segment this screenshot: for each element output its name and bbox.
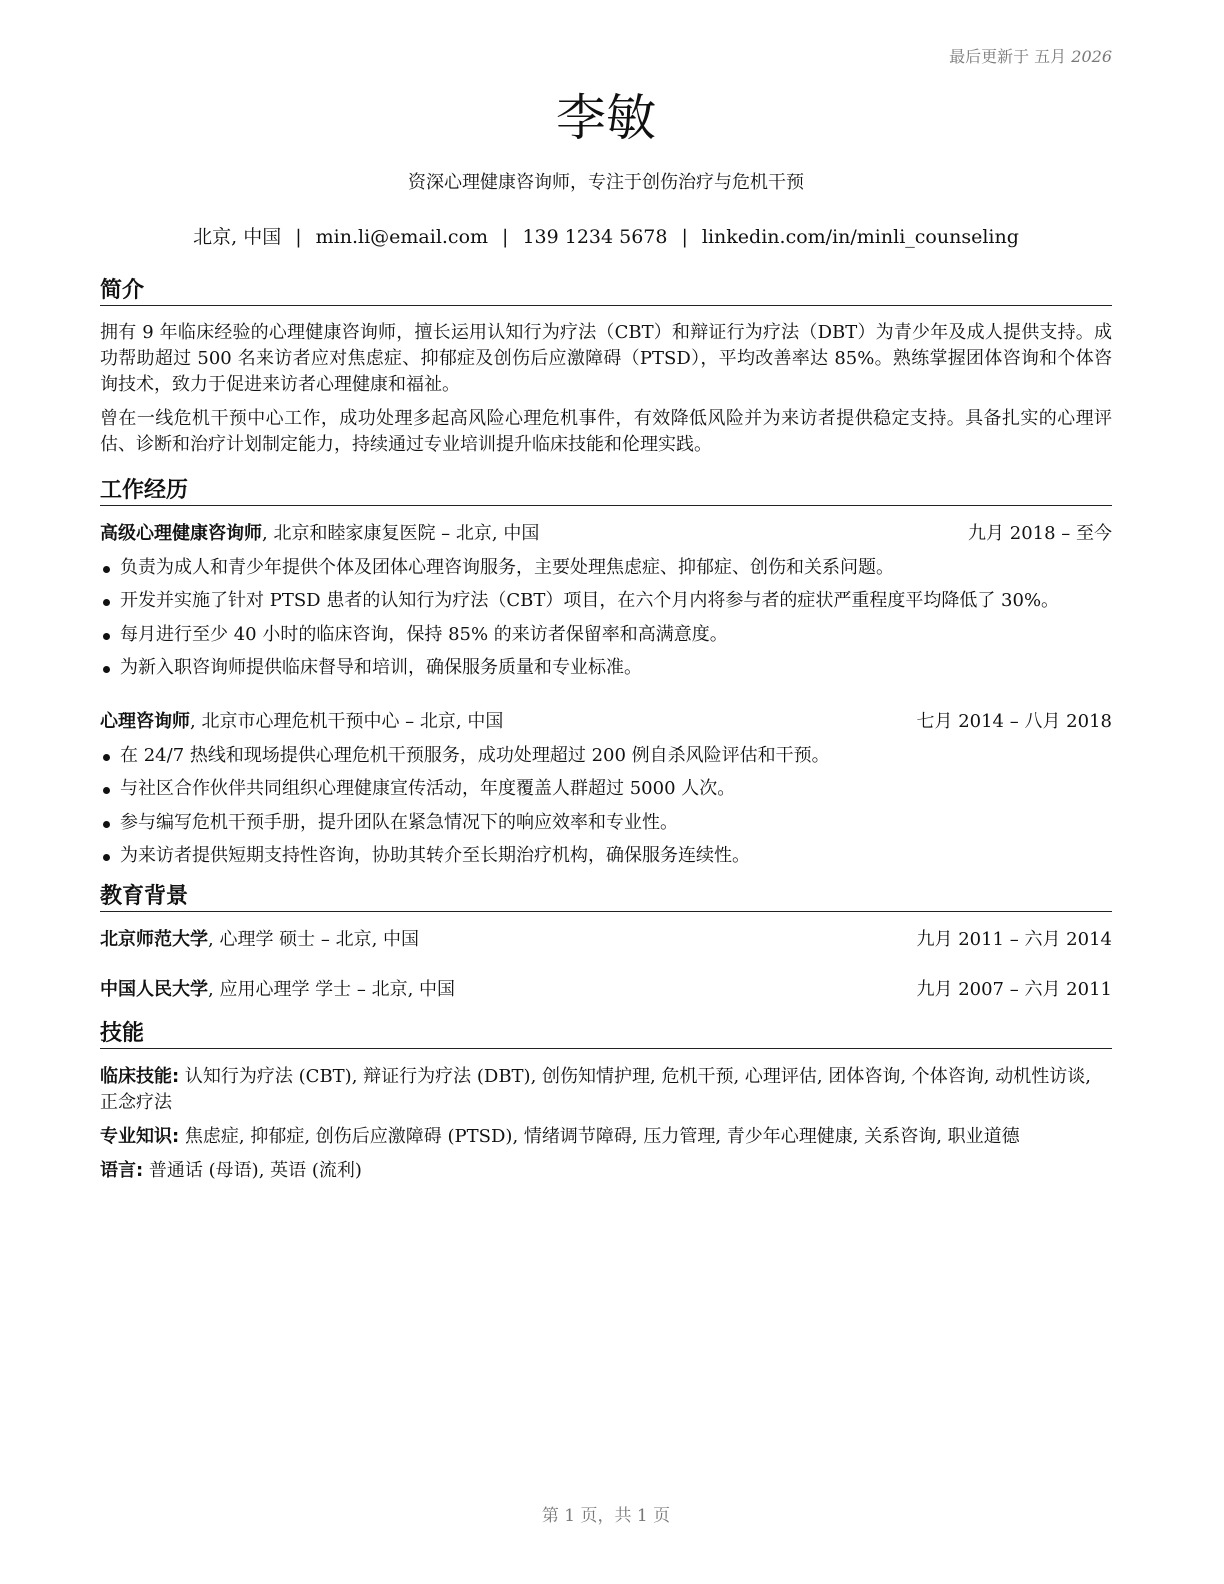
skill-line — [100, 1064, 1112, 1116]
job-bullets — [100, 555, 1112, 682]
experience-section — [100, 477, 1112, 869]
job-entry — [100, 709, 1112, 869]
skill-line — [100, 1124, 1112, 1150]
skill-value: 普通话 (母语), 英语 (流利) — [143, 1160, 362, 1181]
resume-page — [100, 0, 1112, 1584]
section-title-education: 教育背景 — [100, 883, 1112, 912]
education-section — [100, 883, 1112, 1003]
candidate-name: 李敏 — [556, 89, 656, 147]
skill-label: 临床技能: — [100, 1066, 180, 1087]
job-role: 心理咨询师 — [100, 711, 190, 732]
education-entry — [100, 927, 1112, 953]
school-name: 北京师范大学 — [100, 929, 208, 950]
bullet-item: 为来访者提供短期支持性咨询，协助其转介至长期治疗机构，确保服务连续性。 — [100, 843, 1112, 869]
page-footer: 第 1 页，共 1 页 — [541, 1506, 671, 1526]
contact-line — [100, 224, 1112, 250]
job-header — [100, 521, 1112, 547]
summary-paragraph: 拥有 9 年临床经验的心理健康咨询师，擅长运用认知行为疗法（CBT）和辩证行为疗法（DBT）为青少年及成人提供支持。成功帮助超过 500 名来访者应对焦虑症、抑郁症及创伤后应激障碍（PTSD），平均改善率达 85%。熟练掌握团体咨询和个体咨询技术，致力于促进来访者心理健康和福祉。 — [100, 322, 1112, 395]
skill-line — [100, 1158, 1112, 1184]
skill-value: 认知行为疗法 (CBT), 辩证行为疗法 (DBT), 创伤知情护理, 危机干预, 心理评估, 团体咨询, 个体咨询, 动机性访谈, 正念疗法 — [100, 1066, 1091, 1113]
contact-email[interactable]: min.li@email.com — [315, 226, 489, 248]
education-entry — [100, 977, 1112, 1003]
contact-location: 北京, 中国 — [193, 226, 282, 248]
job-bullets — [100, 743, 1112, 870]
contact-linkedin[interactable]: linkedin.com/in/minli_counseling — [701, 226, 1019, 248]
skill-label: 专业知识: — [100, 1126, 180, 1147]
school-name: 中国人民大学 — [100, 979, 208, 1000]
bullet-item: 开发并实施了针对 PTSD 患者的认知行为疗法（CBT）项目，在六个月内将参与者的症状严重程度平均降低了 30%。 — [100, 588, 1112, 614]
bullet-item: 与社区合作伙伴共同组织心理健康宣传活动，年度覆盖人群超过 5000 人次。 — [100, 776, 1112, 802]
degree-detail: , 应用心理学 学士 – 北京, 中国 — [208, 979, 456, 1000]
skill-label: 语言: — [100, 1160, 144, 1181]
degree-detail: , 心理学 硕士 – 北京, 中国 — [208, 929, 420, 950]
job-dates: 九月 2018 – 至今 — [968, 523, 1112, 544]
job-role: 高级心理健康咨询师 — [100, 523, 262, 544]
bullet-item: 每月进行至少 40 小时的临床咨询，保持 85% 的来访者保留率和高满意度。 — [100, 622, 1112, 648]
section-title-skills: 技能 — [100, 1020, 1112, 1049]
bullet-item: 参与编写危机干预手册，提升团队在紧急情况下的响应效率和专业性。 — [100, 810, 1112, 836]
job-org: , 北京市心理危机干预中心 – 北京, 中国 — [190, 711, 504, 732]
education-dates: 九月 2007 – 六月 2011 — [916, 979, 1112, 1000]
job-entry — [100, 521, 1112, 681]
summary-section — [100, 277, 1112, 458]
summary-paragraph: 曾在一线危机干预中心工作，成功处理多起高风险心理危机事件，有效降低风险并为来访者提供稳定支持。具备扎实的心理评估、诊断和治疗计划制定能力，持续通过专业培训提升临床技能和伦理实践。 — [100, 408, 1112, 455]
candidate-tagline: 资深心理健康咨询师，专注于创伤治疗与危机干预 — [408, 172, 804, 193]
contact-separator: | — [681, 226, 688, 248]
bullet-item: 负责为成人和青少年提供个体及团体心理咨询服务，主要处理焦虑症、抑郁症、创伤和关系问题。 — [100, 555, 1112, 581]
last-updated — [949, 44, 1112, 67]
bullet-item: 为新入职咨询师提供临床督导和培训，确保服务质量和专业标准。 — [100, 655, 1112, 681]
job-org: , 北京和睦家康复医院 – 北京, 中国 — [262, 523, 540, 544]
skills-section — [100, 1020, 1112, 1184]
contact-phone[interactable]: 139 1234 5678 — [522, 226, 668, 248]
contact-separator: | — [295, 226, 302, 248]
skill-value: 焦虑症, 抑郁症, 创伤后应激障碍 (PTSD), 情绪调节障碍, 压力管理, 青少年心理健康, 关系咨询, 职业道德 — [179, 1126, 1020, 1147]
last-updated-year: 2026 — [1071, 47, 1112, 66]
education-dates: 九月 2011 – 六月 2014 — [916, 929, 1112, 950]
job-header — [100, 709, 1112, 735]
job-dates: 七月 2014 – 八月 2018 — [916, 711, 1112, 732]
last-updated-label: 最后更新于 五月 — [949, 47, 1067, 66]
bullet-item: 在 24/7 热线和现场提供心理危机干预服务，成功处理超过 200 例自杀风险评估和干预。 — [100, 743, 1112, 769]
contact-separator: | — [502, 226, 509, 248]
section-title-experience: 工作经历 — [100, 477, 1112, 506]
section-title-summary: 简介 — [100, 277, 1112, 306]
